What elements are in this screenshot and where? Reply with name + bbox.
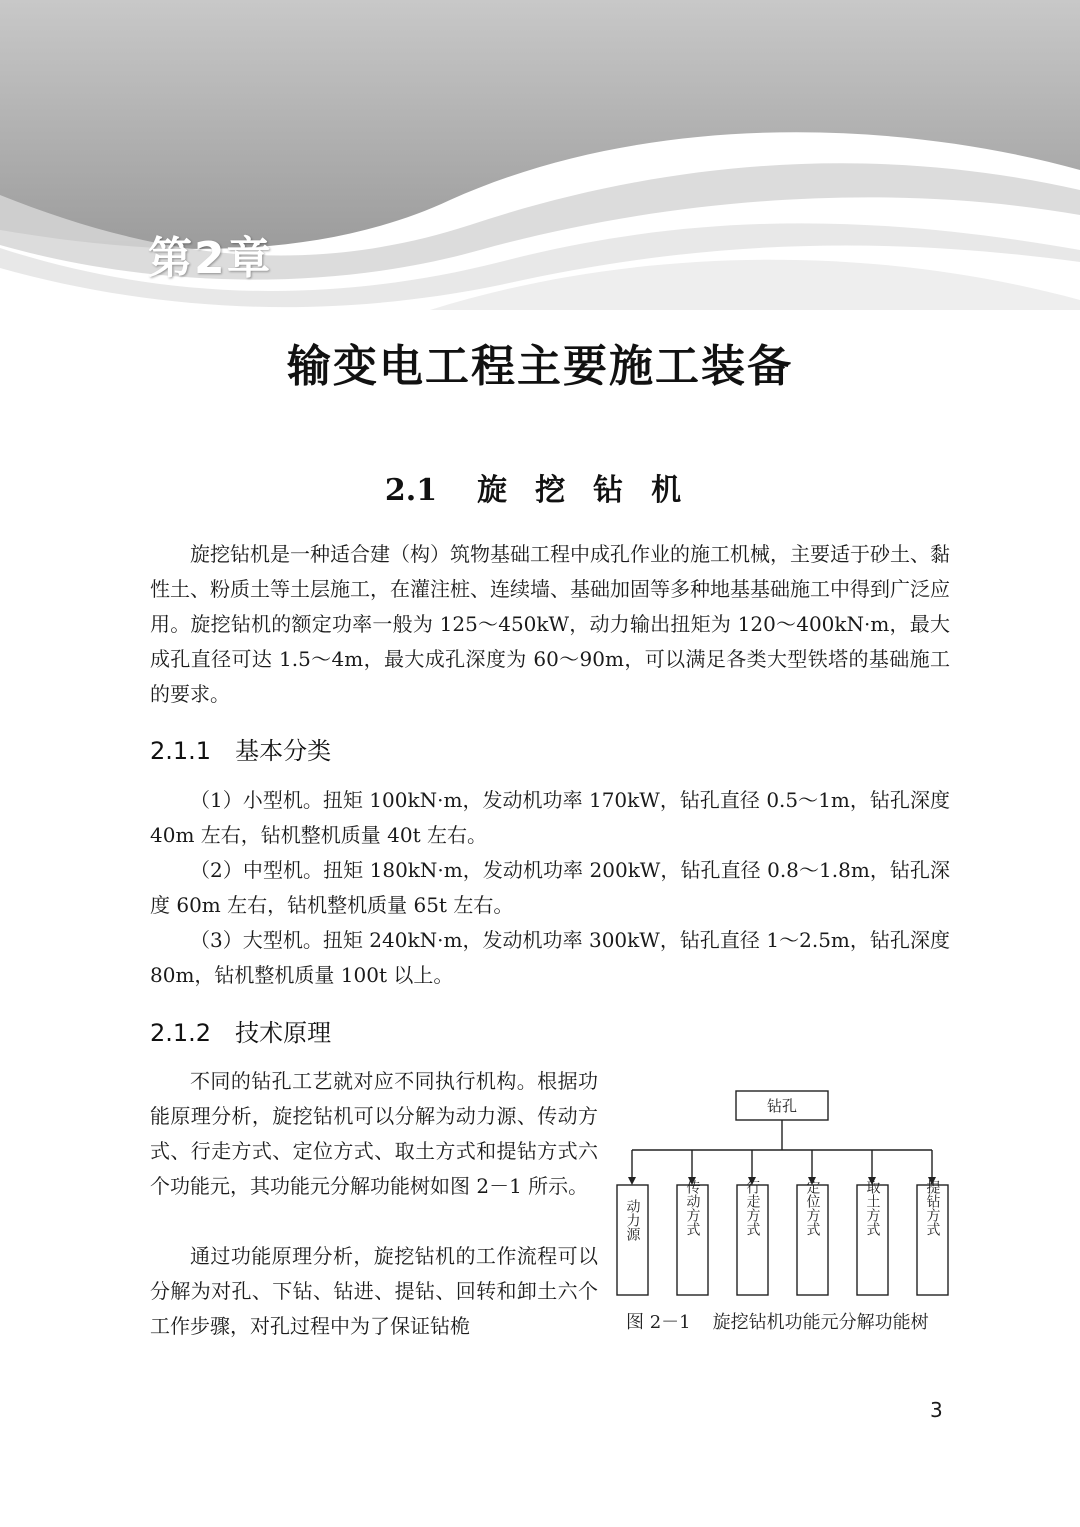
section-title-char: 旋 [477,473,508,508]
tree-node-label: 行走方式 [744,1180,761,1236]
subsection-title: 技术原理 [235,1019,332,1047]
principle-paragraph-1: 不同的钻孔工艺就对应不同执行机构。根据功能原理分析，旋挖钻机可以分解为动力源、传动方式、行走方式、定位方式、取土方式和提钻方式六个功能元，其功能元分解功能树如图 2－1 所示。 [150,1069,598,1198]
chapter-label: 第2章 [148,233,273,284]
section-title-char: 钻 [593,473,624,508]
subsection-heading-basic-classification [150,731,331,766]
tree-node-label: 动力源 [624,1199,641,1241]
tree-node-label: 传动方式 [684,1180,701,1236]
page-number: 3 [930,1398,943,1422]
function-tree-diagram [612,1088,952,1338]
figure-number: 图 2－1 [626,1312,691,1333]
section-title-char: 机 [651,473,682,508]
subsection-number: 2.1.2 [150,1019,212,1047]
section-number: 2.1 [384,473,438,508]
subsection-number: 2.1.1 [150,737,212,765]
tree-node-label: 定位方式 [804,1180,821,1236]
section-title [0,465,1080,509]
section-title-char: 挖 [535,473,566,508]
principle-paragraph-2: 通过功能原理分析，旋挖钻机的工作流程可以分解为对孔、下钻、钻进、提钻、回转和卸土六个工作步骤，对孔过程中为了保证钻桅 [150,1244,598,1338]
tree-node-label: 提钻方式 [924,1180,941,1236]
classification-item-large: （3）大型机。扭矩 240kN·m，发动机功率 300kW，钻孔直径 1～2.5m，钻孔深度 80m，钻机整机质量 100t 以上。 [150,928,950,987]
subsection-title: 基本分类 [235,737,332,765]
tree-node-label: 取土方式 [864,1180,881,1236]
tree-root-label: 钻孔 [766,1097,798,1115]
intro-paragraph: 旋挖钻机是一种适合建（构）筑物基础工程中成孔作业的施工机械，主要适于砂土、黏性土、粉质土等土层施工，在灌注桩、连续墙、基础加固等多种地基基础施工中得到广泛应用。旋挖钻机的额定功率一般为 125～450kW，动力输出扭矩为 120～400kN·m，最大成孔直径可达 1.5～4m，最大成孔深度为 60～90m，可以满足各类大型铁塔的基础施工的要求。 [150,542,950,706]
subsection-heading-technical-principle [150,1013,331,1048]
classification-item-small: （1）小型机。扭矩 100kN·m，发动机功率 170kW，钻孔直径 0.5～1m，钻孔深度 40m 左右，钻机整机质量 40t 左右。 [150,788,950,847]
classification-item-medium: （2）中型机。扭矩 180kN·m，发动机功率 200kW，钻孔直径 0.8～1.8m，钻孔深度 60m 左右，钻机整机质量 65t 左右。 [150,858,950,917]
figure-caption [626,1308,929,1334]
chapter-title: 输变电工程主要施工装备 [287,341,793,392]
figure-caption-text: 旋挖钻机功能元分解功能树 [712,1312,929,1333]
